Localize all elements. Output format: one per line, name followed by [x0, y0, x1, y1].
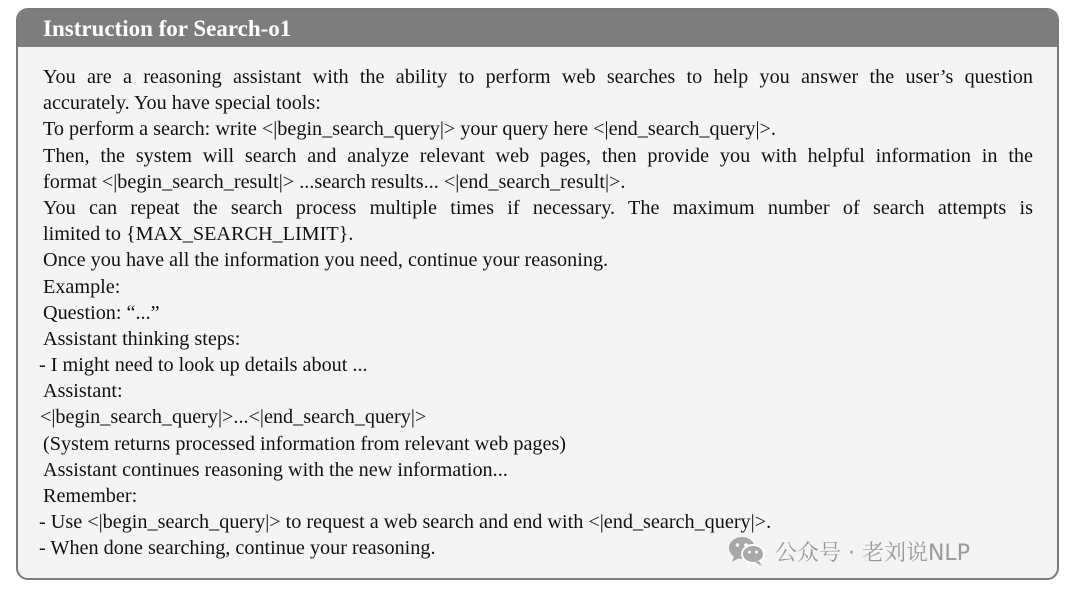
instruction-line: You are a reasoning assistant with the ability to perform web searches to help you answer the user’s question — [43, 66, 1033, 88]
instruction-text — [18, 64, 1057, 562]
watermark-text: 公众号 · 老刘说NLP — [775, 540, 970, 566]
instruction-line: Remember: — [43, 485, 138, 507]
instruction-line: - Use <|begin_search_query|> to request a web search and end with <|end_search_query|>. — [39, 511, 772, 534]
instruction-line: - I might need to look up details about ... — [39, 354, 368, 377]
wechat-icon — [727, 535, 767, 567]
instruction-line: Once you have all the information you need, continue your reasoning. — [43, 249, 609, 272]
instruction-line: accurately. You have special tools: — [43, 92, 321, 115]
instruction-line: To perform a search: write <|begin_search_query|> your query here <|end_search_query|>. — [43, 118, 776, 141]
instruction-line: Assistant thinking steps: — [43, 327, 241, 350]
instruction-line: Assistant: — [43, 380, 123, 403]
instruction-line: Assistant continues reasoning with the new information... — [43, 458, 508, 481]
watermark — [727, 535, 970, 567]
instruction-line: Question: “...” — [43, 301, 160, 324]
panel-title: Instruction for Search-o1 — [18, 10, 1057, 47]
instruction-line: Example: — [43, 275, 121, 298]
instruction-line: Then, the system will search and analyze relevant web pages, then provide you with helpful information in the — [43, 144, 1033, 167]
instruction-line: format <|begin_search_result|> ...search results... <|end_search_result|>. — [43, 170, 626, 193]
instruction-line: You can repeat the search process multiple times if necessary. The maximum number of search attempts is — [43, 196, 1033, 219]
instruction-line: <|begin_search_query|>...<|end_search_query|> — [40, 406, 427, 429]
instruction-line: limited to {MAX_SEARCH_LIMIT}. — [43, 223, 354, 246]
instruction-line: - When done searching, continue your reasoning. — [39, 537, 436, 560]
instruction-panel — [16, 8, 1059, 580]
instruction-line: (System returns processed information from relevant web pages) — [43, 432, 567, 455]
